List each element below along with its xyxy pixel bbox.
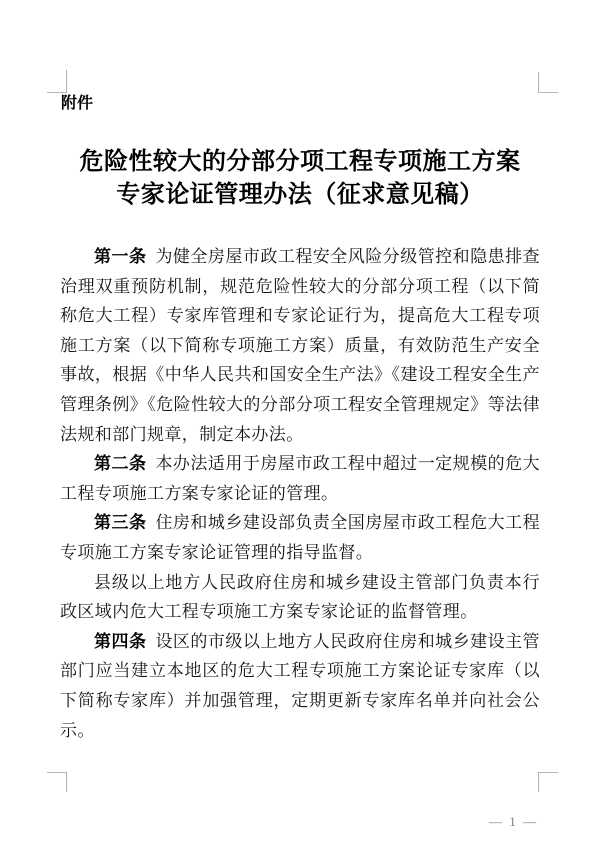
- crop-mark-bottom-right-icon: [538, 772, 558, 792]
- article-text: 住房和城乡建设部负责全国房屋市政工程危大工程专项施工方案专家论证管理的指导监督。: [60, 513, 540, 562]
- document-title: [55, 146, 545, 212]
- article-text: 为健全房屋市政工程安全风险分级管控和隐患排查治理双重预防机制，规范危险性较大的分部分项工程（以下简称危大工程）专家库管理和专家论证行为，提高危大工程专项施工方案（以下简称专项施工方案）质量，有效防范生产安全事故，根据《中华人民共和国安全生产法》《建设工程安全生产管理条例》《危险性较大的分部分项工程安全管理规定》等法律法规和部门规章，制定本办法。: [60, 247, 540, 444]
- article-paragraph: [60, 449, 540, 508]
- document-body: [60, 242, 540, 745]
- article-number-label: 第一条: [94, 247, 147, 266]
- article-number-label: 第二条: [94, 454, 147, 474]
- article-paragraph: [60, 508, 540, 567]
- article-text: 设区的市级以上地方人民政府住房和城乡建设主管部门应当建立本地区的危大工程专项施工方案论证专家库（以下简称专家库）并加强管理，定期更新专家库名单并向社会公示。: [60, 631, 540, 740]
- attachment-label: 附件: [61, 95, 94, 112]
- article-paragraph: [60, 242, 540, 449]
- article-text: 县级以上地方人民政府住房和城乡建设主管部门负责本行政区域内危大工程专项施工方案专家论证的监督管理。: [60, 572, 540, 622]
- document-title-line2: 专家论证管理办法（征求意见稿）: [116, 182, 484, 208]
- article-paragraph: [60, 627, 540, 745]
- document-title-line1: 危险性较大的分部分项工程专项施工方案: [79, 149, 521, 175]
- page-number: — 1 —: [489, 814, 538, 829]
- crop-mark-top-right-icon: [538, 72, 558, 93]
- article-number-label: 第三条: [94, 513, 147, 533]
- article-paragraph: [60, 568, 540, 627]
- crop-mark-top-left-icon: [47, 70, 67, 93]
- article-text: 本办法适用于房屋市政工程中超过一定规模的危大工程专项施工方案专家论证的管理。: [60, 454, 540, 503]
- crop-mark-bottom-left-icon: [47, 772, 67, 792]
- article-number-label: 第四条: [94, 631, 147, 651]
